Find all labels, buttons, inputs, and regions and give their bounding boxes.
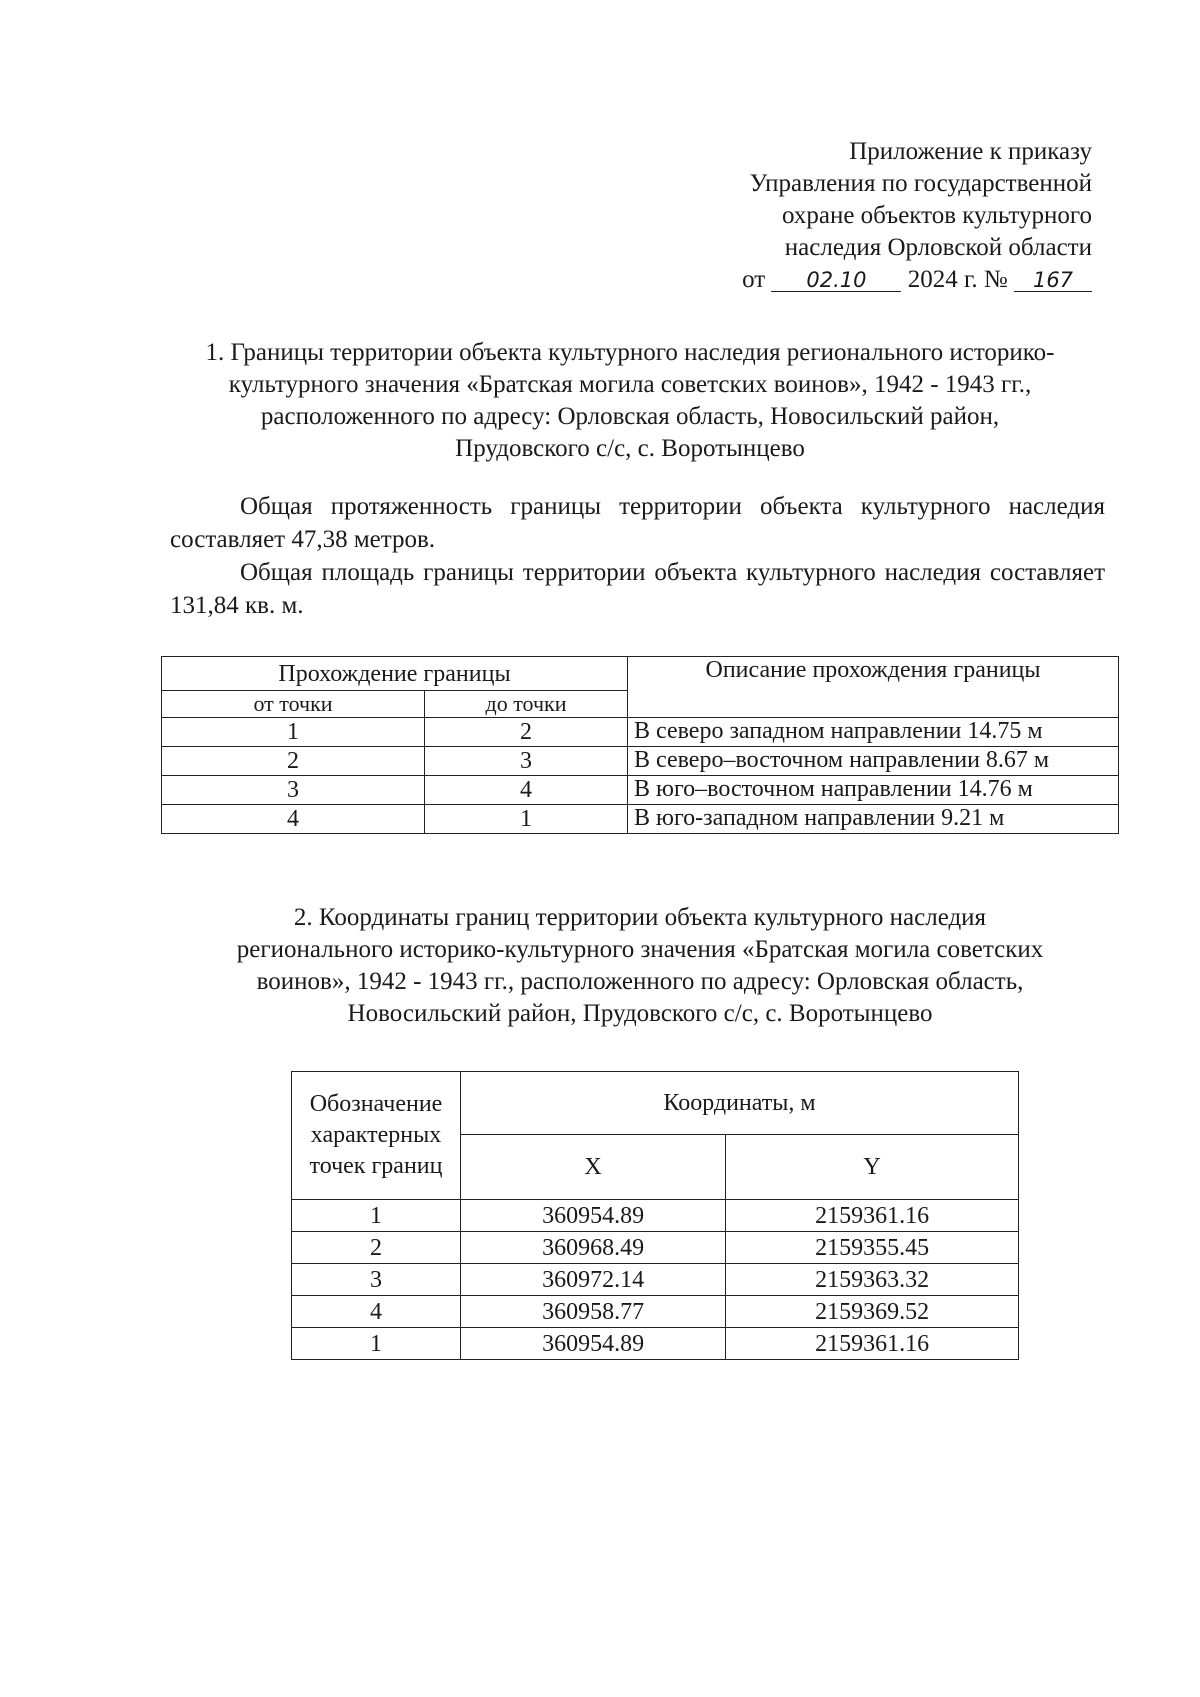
- table-row: [292, 1200, 1019, 1232]
- section-2-line-3: воинов», 1942 - 1943 гг., расположенного по адресу: Орловская область,: [256, 968, 1024, 995]
- table-row: [162, 718, 1119, 747]
- header-coordinates: Координаты, м: [461, 1072, 1019, 1135]
- cell-to: 1: [425, 805, 628, 834]
- header-date-line: [742, 264, 1092, 296]
- cell-point: 1: [292, 1200, 461, 1232]
- header-line-3: охране объектов культурного: [781, 202, 1092, 229]
- cell-y: 2159361.16: [726, 1200, 1019, 1232]
- cell-description: В северо–восточном направлении 8.67 м: [628, 747, 1119, 776]
- section-1-line-2: культурного значения «Братская могила советских воинов», 1942 - 1943 гг.,: [228, 371, 1032, 398]
- header-year: 2024 г. №: [907, 266, 1008, 293]
- section-2-line-2: регионального историко-культурного значения «Братская могила советских: [236, 936, 1044, 963]
- header-line-2: Управления по государственной: [749, 170, 1092, 197]
- header-y: Y: [726, 1135, 1019, 1200]
- header-prefix-from: от: [742, 266, 766, 293]
- table-row: [292, 1264, 1019, 1296]
- cell-to: 4: [425, 776, 628, 805]
- cell-x: 360958.77: [461, 1296, 726, 1328]
- paragraph-total-length: [170, 490, 1105, 556]
- cell-from: 4: [162, 805, 425, 834]
- header-passage: Прохождение границы: [162, 657, 628, 691]
- cell-x: 360968.49: [461, 1232, 726, 1264]
- table-row: [292, 1328, 1019, 1360]
- section-2-line-4: Новосильский район, Прудовского с/с, с. Воротынцево: [347, 1000, 933, 1027]
- paragraph-total-length-text: Общая протяженность границы территории объекта культурного наследия составляет 47,38 метров.: [170, 493, 1105, 553]
- cell-x: 360954.89: [461, 1328, 726, 1360]
- paragraph-total-area-text: Общая площадь границы территории объекта культурного наследия составляет 131,84 кв. м.: [170, 559, 1105, 619]
- boundary-passage-table: [161, 656, 1119, 834]
- cell-y: 2159369.52: [726, 1296, 1019, 1328]
- cell-from: 1: [162, 718, 425, 747]
- handwritten-date: 02.10: [771, 269, 901, 292]
- cell-y: 2159361.16: [726, 1328, 1019, 1360]
- table-row: [292, 1296, 1019, 1328]
- appendix-header: [742, 136, 1092, 296]
- table-row: [162, 805, 1119, 834]
- header-to-point: до точки: [425, 691, 628, 718]
- cell-point: 4: [292, 1296, 461, 1328]
- cell-x: 360972.14: [461, 1264, 726, 1296]
- cell-y: 2159355.45: [726, 1232, 1019, 1264]
- cell-from: 3: [162, 776, 425, 805]
- cell-x: 360954.89: [461, 1200, 726, 1232]
- coordinates-table: [291, 1071, 1019, 1360]
- section-1-line-4: Прудовского с/с, с. Воротынцево: [455, 435, 805, 462]
- section-2-title: [180, 902, 1100, 1030]
- section-1-line-3: расположенного по адресу: Орловская область, Новосильский район,: [260, 403, 1000, 430]
- header-x: X: [461, 1135, 726, 1200]
- header-from-point: от точки: [162, 691, 425, 718]
- paragraph-total-area: [170, 556, 1105, 622]
- header-line-1: Приложение к приказу: [849, 138, 1092, 165]
- section-2-line-1: 2. Координаты границ территории объекта культурного наследия: [293, 904, 987, 931]
- cell-point: 1: [292, 1328, 461, 1360]
- cell-description: В юго-западном направлении 9.21 м: [628, 805, 1119, 834]
- cell-point: 3: [292, 1264, 461, 1296]
- table-row: [162, 747, 1119, 776]
- cell-y: 2159363.32: [726, 1264, 1019, 1296]
- table-row: [292, 1232, 1019, 1264]
- header-point-designation: Обозначение характерных точек границ: [292, 1072, 461, 1200]
- section-1-line-1: 1. Границы территории объекта культурного наследия регионального историко-: [205, 339, 1055, 366]
- cell-to: 3: [425, 747, 628, 776]
- header-description: Описание прохождения границы: [628, 657, 1119, 718]
- table-header-row: [292, 1072, 1019, 1135]
- cell-to: 2: [425, 718, 628, 747]
- handwritten-order-number: 167: [1014, 269, 1092, 292]
- table-header-row: [162, 657, 1119, 691]
- cell-from: 2: [162, 747, 425, 776]
- section-1-title: [160, 337, 1100, 465]
- cell-point: 2: [292, 1232, 461, 1264]
- table-row: [162, 776, 1119, 805]
- cell-description: В северо западном направлении 14.75 м: [628, 718, 1119, 747]
- header-line-4: наследия Орловской области: [784, 234, 1092, 261]
- cell-description: В юго–восточном направлении 14.76 м: [628, 776, 1119, 805]
